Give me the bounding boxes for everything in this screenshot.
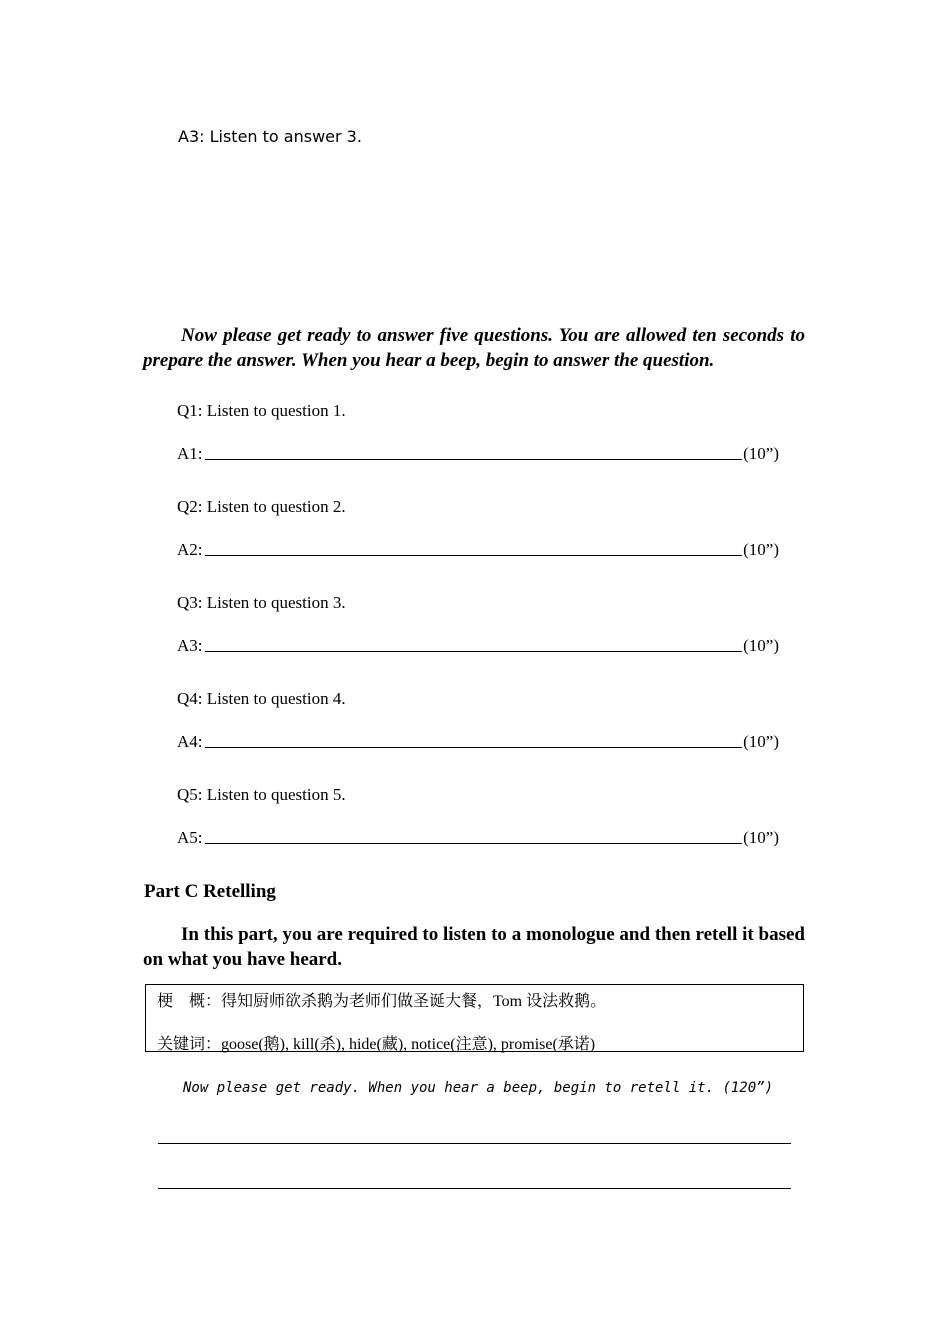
answer-time: (10”) [743, 636, 779, 655]
answer-row-5 [177, 828, 779, 848]
answer-row-2 [177, 540, 779, 560]
retell-answer-line-1[interactable] [158, 1143, 791, 1144]
part-c-instruction [143, 922, 805, 972]
answer-time: (10”) [743, 540, 779, 559]
answer-blank[interactable] [205, 650, 743, 652]
question-4: Q4: Listen to question 4. [177, 689, 346, 708]
retell-answer-line-2[interactable] [158, 1188, 791, 1189]
top-answer-line: A3: Listen to answer 3. [178, 127, 362, 146]
summary-box [145, 984, 804, 1052]
answer-label: A1: [177, 444, 203, 463]
question-2: Q2: Listen to question 2. [177, 497, 346, 516]
answer-blank[interactable] [205, 842, 743, 844]
answer-blank[interactable] [205, 746, 743, 748]
question-3: Q3: Listen to question 3. [177, 593, 346, 612]
keywords-line: 关键词：goose(鹅), kill(杀), hide(藏), notice(注意), promise(承诺) [157, 1036, 596, 1053]
answer-label: A4: [177, 732, 203, 751]
question-1: Q1: Listen to question 1. [177, 401, 346, 420]
summary-line: 梗 概：得知厨师欲杀鹅为老师们做圣诞大餐，Tom 设法救鹅。 [157, 993, 607, 1010]
answer-row-3 [177, 636, 779, 656]
answer-time: (10”) [743, 732, 779, 751]
answer-label: A2: [177, 540, 203, 559]
answer-time: (10”) [743, 828, 779, 847]
answer-label: A5: [177, 828, 203, 847]
answer-row-4 [177, 732, 779, 752]
retell-prompt: Now please get ready. When you hear a beep, begin to retell it. (120”) [183, 1080, 774, 1096]
answer-row-1 [177, 444, 779, 464]
answer-blank[interactable] [205, 458, 743, 460]
answer-blank[interactable] [205, 554, 743, 556]
section-instruction-text: Now please get ready to answer five questions. You are allowed ten seconds to prepare the answer. When you hear a beep, begin to answer the question. [143, 325, 805, 371]
question-5: Q5: Listen to question 5. [177, 785, 346, 804]
answer-label: A3: [177, 636, 203, 655]
part-c-heading: Part C Retelling [144, 881, 276, 902]
part-c-instruction-text: In this part, you are required to listen to a monologue and then retell it based on what you have heard. [143, 924, 805, 970]
section-instruction [143, 323, 805, 373]
answer-time: (10”) [743, 444, 779, 463]
